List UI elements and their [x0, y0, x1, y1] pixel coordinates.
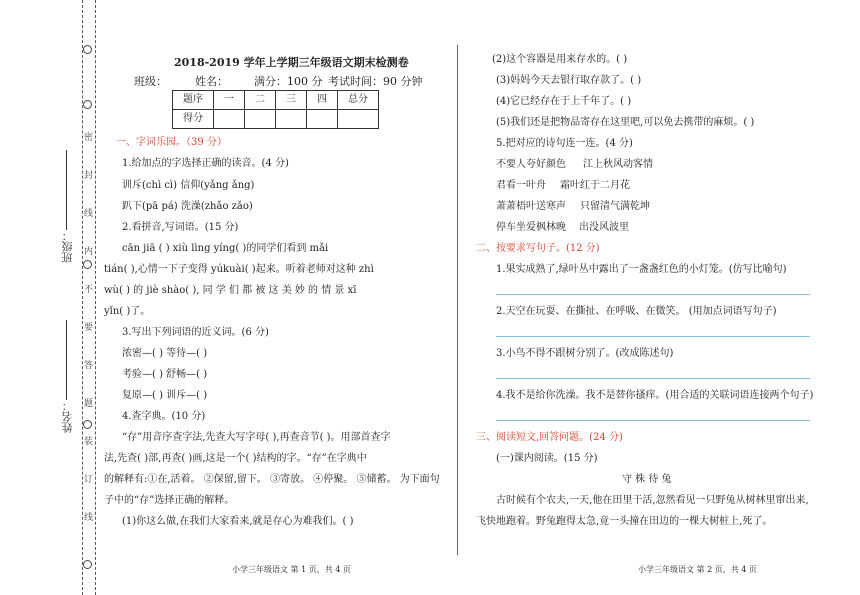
question-4a: “存”用音序查字法,先查大写字母( ),再查音节( )。用部首查字	[122, 432, 391, 443]
class-label: 班级：	[61, 230, 74, 263]
poem-left: 不要人夸好颜色	[496, 159, 566, 170]
poem-right: 只留清气满乾坤	[580, 201, 650, 212]
question-4c: 的解释有:①在,活着。 ②保留,留下。 ③寄放。 ④停聚。 ⑤储蓄。 为下面句	[104, 474, 440, 485]
question-2d: yǐn( )了。	[104, 306, 151, 317]
footer-left: 小学三年级语文 第 1 页，共 4 页	[232, 565, 351, 574]
story-paragraph-2: 飞快地跑着。野兔跑得太急,竟一头撞在田边的一棵大树桩上,死了。	[476, 516, 773, 527]
question-2b: tián( ),心情一下子变得 yúkuài( )起来。听着老师对这种 zhì	[104, 264, 374, 275]
question-2c: wù( ) 的 jiè shào( ), 同 学 们 都 被 这 美 妙 的 情 景 xī	[104, 285, 357, 296]
exam-time: 考试时间：90 分钟	[328, 75, 423, 88]
cut-mark: 答	[84, 361, 94, 371]
write-4: 4.我不是给你洗澡。我不是替你搔痒。(用合适的关联词语连接两个句子)	[496, 390, 814, 401]
score-header: 总分	[338, 91, 379, 110]
section-3-title: 三、阅读短文,回答问题。(24 分)	[476, 432, 623, 443]
question-4e: (1)你这么做,在我们大家看来,就是存心为难我们。( )	[122, 516, 354, 527]
answer-line[interactable]	[496, 420, 810, 421]
cut-mark: 线	[84, 209, 94, 219]
question-1b: 趴下(pā pá) 洗澡(zhǎo zǎo)	[122, 201, 253, 212]
write-1: 1.果实成熟了,绿叶丛中露出了一盏盏红色的小灯笼。(仿写比喻句)	[496, 264, 787, 275]
cut-mark: 封	[84, 171, 94, 181]
write-3: 3.小鸟不得不跟树分别了。(改成陈述句)	[496, 348, 674, 359]
poem-left: 萧萧梧叶送寒声	[496, 201, 566, 212]
question-4d: 子中的“存”选择正确的解释。	[104, 495, 235, 506]
poem-right: 出没风波里	[579, 222, 629, 233]
cut-mark: 题	[84, 399, 94, 409]
footer-right: 小学三年级语文 第 2 页，共 4 页	[638, 565, 757, 574]
answer-line[interactable]	[496, 336, 810, 337]
question-4-4: (4)它已经存在于上千年了。( )	[496, 96, 632, 107]
poem-right: 霜叶红于二月花	[560, 180, 630, 191]
question-2a: cān jiā ( ) xiù lìng yíng( )的同学们看到 mǎi	[122, 243, 329, 254]
section-2-title: 二、按要求写句子。(12 分)	[476, 243, 600, 254]
question-3: 3.写出下列词语的近义词。(6 分)	[122, 327, 269, 338]
question-4-2: (2)这个容器是用来存水的。( )	[492, 54, 628, 65]
sub-section-1: (一)课内阅读。(15 分)	[496, 453, 598, 464]
exam-title: 2018-2019 学年上学期三年级语文期末检测卷	[174, 56, 409, 69]
cut-mark: 密	[84, 133, 94, 143]
question-3b: 考验—( ) 舒畅—( )	[122, 369, 208, 380]
score-header: 四	[307, 91, 338, 110]
poem-left: 君看一叶舟	[496, 180, 546, 191]
cut-mark: 线	[84, 513, 94, 523]
score-header: 二	[245, 91, 276, 110]
poem-left: 停车坐爱枫林晚	[496, 222, 566, 233]
name-label: 姓名：	[61, 400, 74, 433]
question-3c: 复原—( ) 训斥—( )	[122, 390, 208, 401]
cut-mark: 订	[84, 475, 94, 485]
score-header: 三	[276, 91, 307, 110]
answer-line[interactable]	[496, 294, 810, 295]
story-title: 守 株 待 兔	[622, 474, 672, 485]
question-4-5: (5)我们还是把物品寄存在这里吧,可以免去携带的麻烦。( )	[496, 117, 755, 128]
score-row-label: 得分	[173, 110, 214, 129]
full-score: 满分：100 分	[254, 75, 323, 88]
question-4-3: (3)妈妈今天去银行取存款了。( )	[496, 75, 642, 86]
question-4b: 法,先查( )部,再查( )画,这是一个( )结构的字。“存”在字典中	[104, 453, 367, 464]
score-header: 一	[214, 91, 245, 110]
score-header: 题序	[173, 91, 214, 110]
question-2: 2.看拼音,写词语。(15 分)	[122, 222, 239, 233]
poem-right: 江上秋风动客情	[583, 159, 653, 170]
cut-mark: 装	[84, 437, 94, 447]
name-field: 姓名：	[195, 75, 228, 88]
question-1a: 训斥(chì cì) 信仰(yǎng ǎng)	[122, 180, 255, 191]
question-5: 5.把对应的诗句连一连。(4 分)	[496, 138, 633, 149]
question-3a: 浓密—( ) 等待—( )	[122, 348, 208, 359]
section-1-title: 一、字词乐园。（39 分）	[116, 137, 227, 148]
class-field: 班级：	[134, 75, 167, 88]
cut-mark: 内	[84, 247, 94, 257]
question-4: 4.查字典。(10 分)	[122, 411, 206, 422]
question-1: 1.给加点的字选择正确的读音。(4 分)	[122, 158, 289, 169]
answer-line[interactable]	[496, 378, 810, 379]
write-2: 2.天空在玩耍、在撕扯、在呼吸、在微笑。 (用加点词语写句子)	[496, 306, 777, 317]
cut-mark: 要	[84, 323, 94, 333]
story-paragraph-1: 古时候有个农夫,一天,他在田里干活,忽然看见一只野兔从树林里窜出来,	[496, 495, 809, 506]
cut-mark: 不	[84, 285, 94, 295]
